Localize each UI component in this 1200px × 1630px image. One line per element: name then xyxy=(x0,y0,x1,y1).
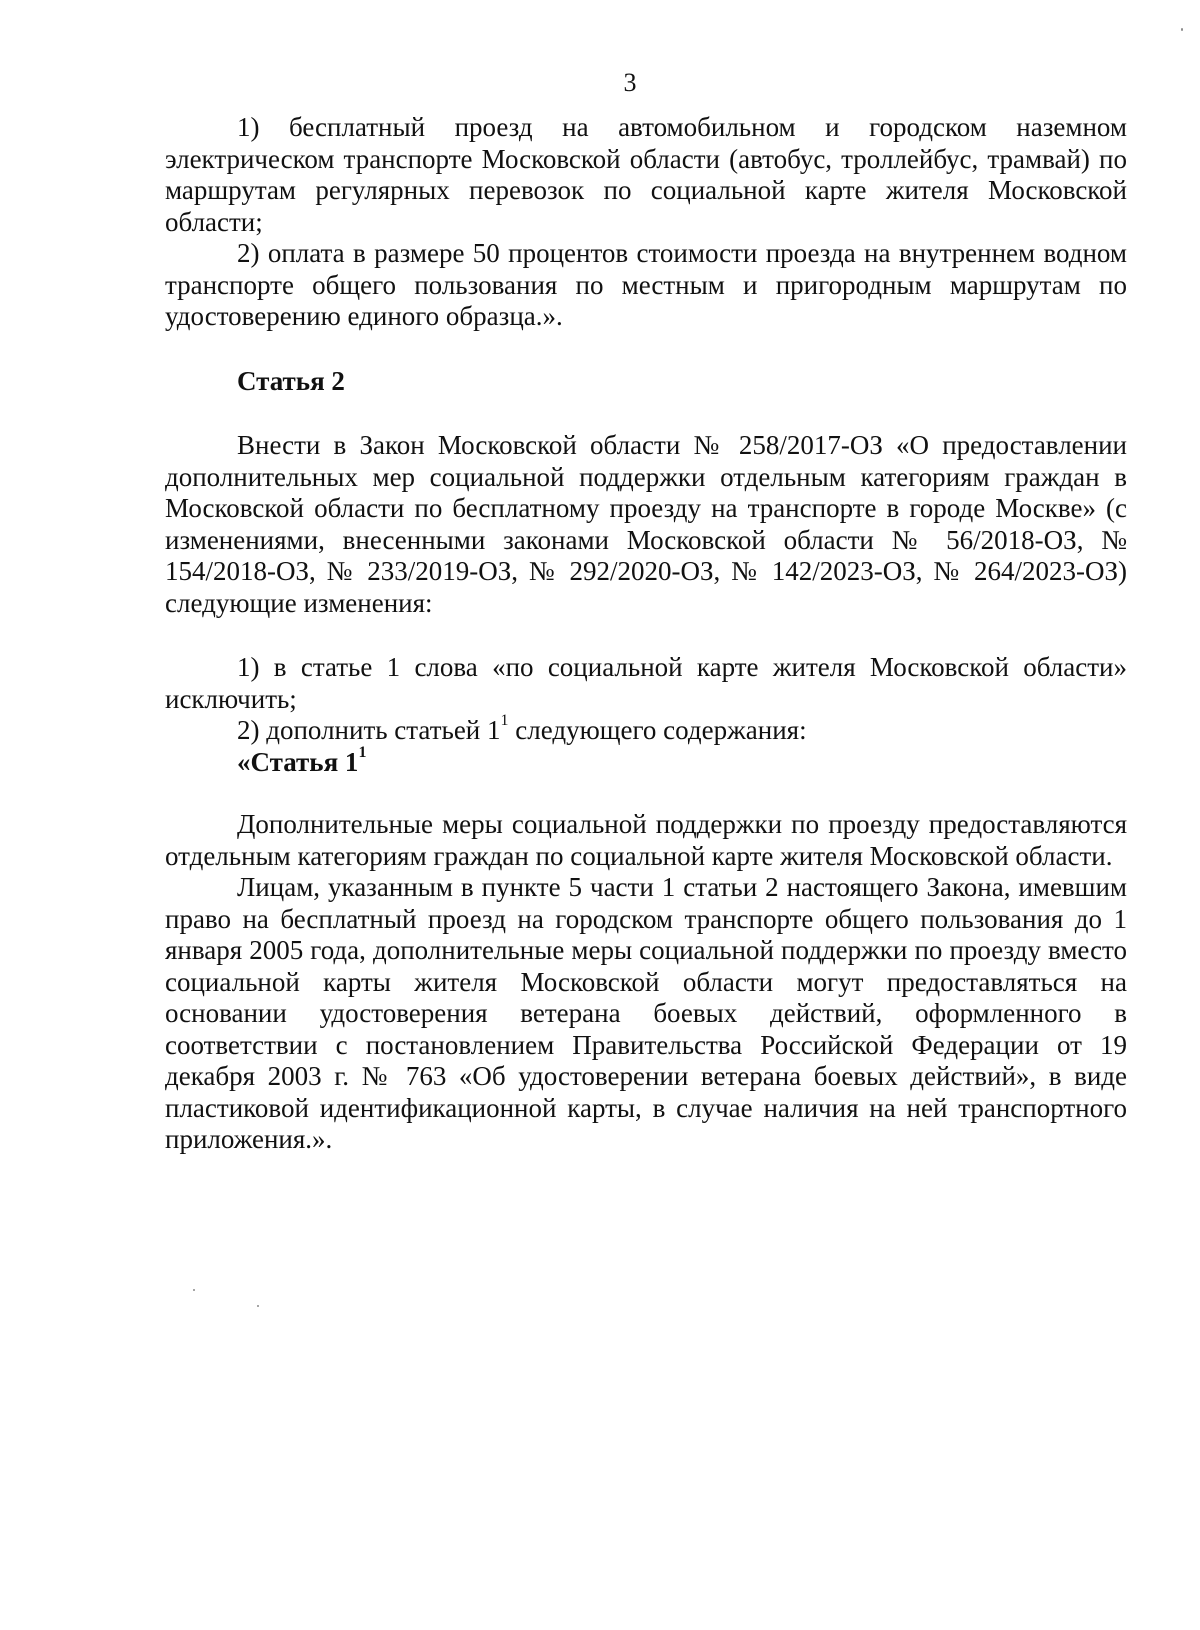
scan-speck xyxy=(257,1305,259,1307)
article-1-1-superscript: 1 xyxy=(358,743,367,761)
article-1-1-heading xyxy=(165,743,1127,779)
scan-speck xyxy=(193,1289,195,1291)
page-number: 3 xyxy=(623,68,637,97)
paragraph-change-2 xyxy=(165,712,1127,747)
change-2-superscript: 1 xyxy=(500,712,509,729)
paragraph-change-1: 1) в статье 1 слова «по социальной карте жителя Московской области» исключить; xyxy=(165,652,1127,714)
article-2-heading: Статья 2 xyxy=(237,365,345,396)
paragraph-additional-measures: Дополнительные меры социальной поддержки по проезду предоставляются отдельным категориям граждан по социальной карте жителя Московской области. xyxy=(165,809,1127,871)
paragraph-item-1: 1) бесплатный проезд на автомобильном и городском наземном электрическом транспорте Московской области (автобус, троллейбус, трамвай) по маршрутам регулярных перевозок по социальной карте жителя Московской области; xyxy=(165,112,1127,237)
paragraph-veterans: Лицам, указанным в пункте 5 части 1 статьи 2 настоящего Закона, имевшим право на бесплатный проезд на городском транспорте общего пользования до 1 января 2005 года, дополнительные меры социальной поддержки по проезду вместо социальной карты жителя Московской области могут предоставляться на основании удостоверения ветерана боевых действий, оформленного в соответствии с постановлением Правительства Российской Федерации от 19 декабря 2003 г. № 763 «Об удостоверении ветерана боевых действий», в виде пластиковой идентификационной карты, в случае наличия на ней транспортного приложения.». xyxy=(165,872,1127,1154)
paragraph-item-2: 2) оплата в размере 50 процентов стоимости проезда на внутреннем водном транспорте общего пользования по местным и пригородным маршрутам по удостоверению единого образца.». xyxy=(165,238,1127,331)
article-1-1-heading-text: «Статья 1 xyxy=(237,746,359,777)
change-2-text-end: следующего содержания: xyxy=(508,715,807,745)
scan-speck xyxy=(1181,28,1183,31)
paragraph-amendment-intro: Внести в Закон Московской области № 258/2017-ОЗ «О предоставлении дополнительных мер социальной поддержки отдельным категориям граждан в Московской области по бесплатному проезду на транспорте в городе Москве» (с изменениями, внесенными законами Московской области № 56/2018-ОЗ, № 154/2018-ОЗ, № 233/2019-ОЗ, № 292/2020-ОЗ, № 142/2023-ОЗ, № 264/2023-ОЗ) следующие изменения: xyxy=(165,430,1127,618)
document-body xyxy=(165,112,1127,1156)
change-2-text-start: 2) дополнить статьей 1 xyxy=(237,715,501,745)
